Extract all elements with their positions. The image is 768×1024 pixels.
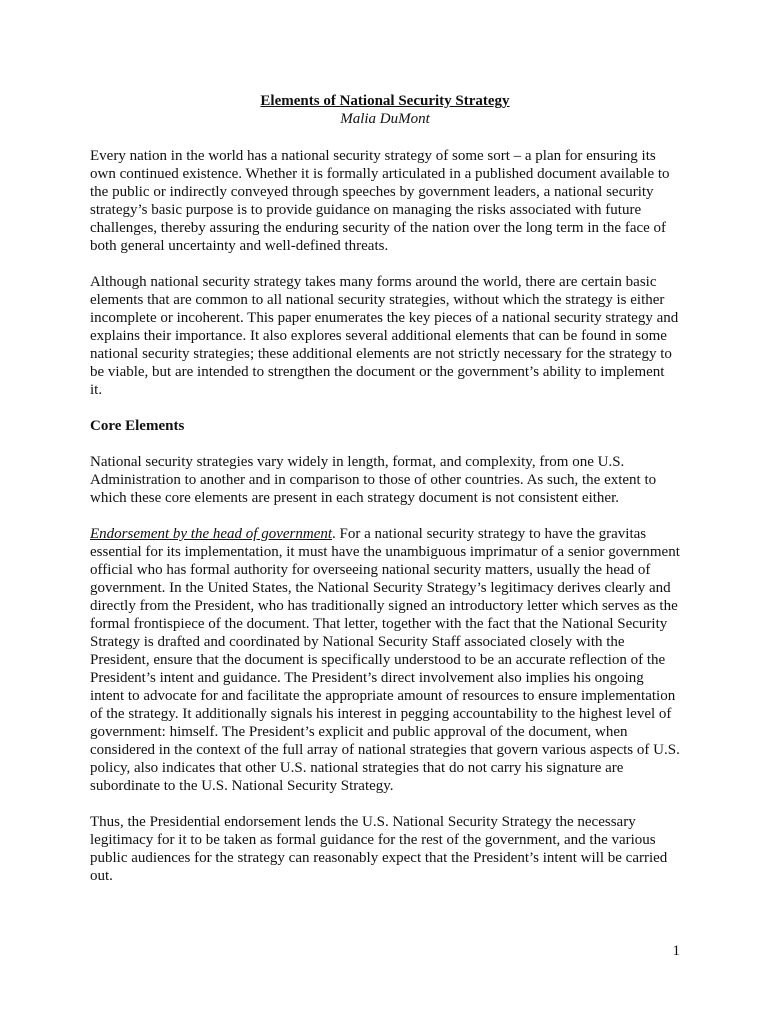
paragraph-core-intro: National security strategies vary widely in length, format, and complexity, from one U.S. Administration to another and in comparison to those of other countries. As such, the extent to which these core elements are present in each strategy document is not consistent either.	[90, 454, 657, 506]
paragraph-intro: Every nation in the world has a national security strategy of some sort – a plan for ensuring its own continued existence. Whether it is formally articulated in a published document available to the public or indirectly conveyed through speeches by government leaders, a national security strategy’s basic purpose is to provide guidance on managing the risks associated with future challenges, thereby assuring the enduring security of the nation over the long term in the face of both general uncertainty and well-defined threats.	[90, 148, 670, 254]
endorsement-body-text: . For a national security strategy to have the gravitas essential for its implementation, it must have the unambiguous imprimatur of a senior government official who has formal authority for overseeing national security matters, usually the head of government. In the United States, the National Security Strategy’s legitimacy derives clearly and directly from the President, who has traditionally signed an introductory letter which serves as the formal frontispiece of the document. That letter, together with the fact that the National Security Strategy is drafted and coordinated by National Security Staff associated closely with the President, ensure that the document is specifically understood to be an accurate reflection of the President’s intent and guidance. The President’s direct involvement also implies his ongoing intent to advocate for and facilitate the appropriate amount of resources to ensure implementation of the strategy. It additionally signals his interest in pegging accountability to the highest level of government: himself. The President’s explicit and public approval of the document, when considered in the context of the full array of national strategies that govern various aspects of U.S. policy, also indicates that other U.S. national strategies that do not carry his signature are subordinate to the U.S. National Security Strategy.	[90, 526, 680, 794]
page-number: 1	[672, 943, 680, 959]
endorsement-lead-term: Endorsement by the head of government	[90, 526, 333, 542]
title-block	[90, 92, 680, 128]
paragraph-overview: Although national security strategy takes many forms around the world, there are certain basic elements that are common to all national security strategies, without which the strategy is either incomplete or incoherent. This paper enumerates the key pieces of a national security strategy and explains their importance. It also explores several additional elements that can be found in some national security strategies; these additional elements are not strictly necessary for the strategy to be viable, but are intended to strengthen the document or the government’s ability to implement it.	[90, 274, 679, 398]
document-author: Malia DuMont	[340, 111, 430, 127]
paragraph-closing: Thus, the Presidential endorsement lends the U.S. National Security Strategy the necessary legitimacy for it to be taken as formal guidance for the rest of the government, and the various public audiences for the strategy can reasonably expect that the President’s intent will be carried out.	[90, 814, 668, 884]
document-title: Elements of National Security Strategy	[260, 93, 510, 109]
paragraph-endorsement	[90, 525, 680, 795]
document-body	[90, 147, 680, 903]
section-heading-core-elements: Core Elements	[90, 418, 185, 434]
